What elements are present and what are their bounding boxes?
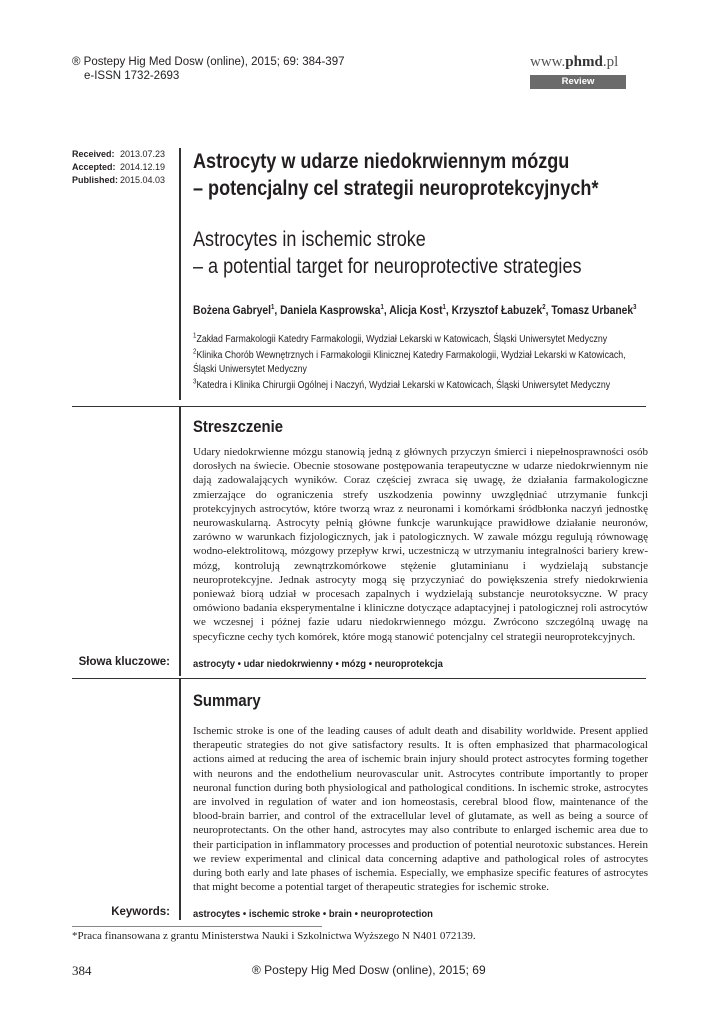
keywords-en: astrocytes • ischemic stroke • brain • neuroprotection <box>193 908 433 920</box>
abstract-text-en: Ischemic stroke is one of the leading causes of adult death and disability worldwide. Present applied therapeutic strategies do not give satisfactory results. It is often emphasized that pharmacological actions aimed at reducing the area of ischemic brain injury should protect astrocytes forming together with neurons and the endothelium neurovascular unit. Astrocytes contribute importantly to proper neuronal function during both physiological and pathological conditions. In ischemic stroke, astrocytes are involved in regulation of water and ion homeostasis, cerebral blood flow, maintenance of the blood-brain barrier, and control of the extracellular level of glutamate, as well as being a source of neuroprotectants. On the other hand, astrocytes may also contribute to enlarged ischemic area due to their participation in inflammatory processes and production of potential neurotoxic substances. Herein we review experimental and clinical data concerning adaptive and pathological roles of astrocytes during both early and late phases of ischemia. Especially, we emphasize specific features of astrocytes that might become a potential target of therapeutic strategies for ischemic stroke. <box>193 725 648 894</box>
title-divider <box>179 148 181 400</box>
footer-citation: ® Postepy Hig Med Dosw (online), 2015; 69 <box>252 963 486 977</box>
article-type-badge: Review <box>530 75 626 89</box>
funding-footnote: *Praca finansowana z grantu Ministerstwa Nauki i Szkolnictwa Wyższego N N401 072139. <box>72 930 476 942</box>
footnote-rule <box>72 926 322 927</box>
keywords-pl: astrocyty • udar niedokrwienny • mózg • neuroprotekcja <box>193 658 443 670</box>
date-accepted: Accepted: 2014.12.19 <box>72 162 166 172</box>
author-list: Bożena Gabryel$^1$, Daniela Kasprowska$^1$, Alicja Kost$^1$, Krzysztof Łabuzek$^2$, Tomasz Urbanek$^3$ <box>193 303 637 317</box>
journal-citation: ® Postepy Hig Med Dosw (online), 2015; 69: 384-397 <box>72 56 345 68</box>
title-polish: Astrocyty w udarze niedokrwiennym mózgu – potencjalny cel strategii neuroprotekcyjnych* <box>193 150 599 200</box>
author: Krzysztof Łabuzek <box>451 303 543 317</box>
issn: e-ISSN 1732-2693 <box>84 70 180 82</box>
author: Tomasz Urbanek <box>551 303 634 317</box>
abstract-heading-en: Summary <box>193 692 261 710</box>
section-rule <box>179 406 181 676</box>
section-divider <box>72 406 646 407</box>
author: Daniela Kasprowska <box>280 303 381 317</box>
section-rule <box>179 678 181 920</box>
affiliation-1: $^1$Zakład Farmakologii Katedry Farmakologii, Wydział Lekarski w Katowicach, Śląski Uniwersytet Medyczny <box>193 332 608 345</box>
author: Alicja Kost <box>389 303 443 317</box>
affiliation-2: $^2$Klinika Chorób Wewnętrznych i Farmakologii Klinicznej Katedry Farmakologii, Wydział Lekarski w Katowicach, Śląski Uniwersytet Medyczny <box>193 348 626 375</box>
keywords-label-en: Keywords: <box>111 906 170 918</box>
journal-website[interactable]: www.phmd.pl <box>530 54 619 70</box>
section-divider <box>72 678 646 679</box>
page-number: 384 <box>72 963 92 978</box>
title-english: Astrocytes in ischemic stroke – a potential target for neuroprotective strategies <box>193 228 582 278</box>
affiliation-3: $^3$Katedra i Klinika Chirurgii Ogólnej i Naczyń, Wydział Lekarski w Katowicach, Śląski Uniwersytet Medyczny <box>193 378 611 391</box>
keywords-label-pl: Słowa kluczowe: <box>78 656 170 668</box>
abstract-text-pl: Udary niedokrwienne mózgu stanowią jedną z głównych przyczyn śmierci i niepełnosprawności osób dorosłych na świecie. Obecnie stosowane postępowania terapeutyczne w udarze niedokrwiennym nie dają zadowalających wyników. Coraz częściej zwraca się uwagę, że działania farmakologiczne zmierzające do ograniczenia strefy uszkodzenia powinny uwzględniać utrzymanie funkcji protekcyjnych astrocytów, które tworzą wraz z neuronami i komórkami śródbłonka naczyń jednostkę neurowaskularną. Astrocyty pełnią główne funkcje warunkujące prawidłowe działanie neuronów, zarówno w warunkach fizjologicznych, jak i patologicznych. W zawale mózgu regulują równowagę wodno-elektrolitową, mózgowy przepływ krwi, uczestniczą w utrzymaniu integralności bariery krew-mózg, kontrolują zewnątrzkomórkowe stężenie glutaminianu i wydzielają substancje neuroprotekcyjne. Jednak astrocyty mogą się przyczyniać do powiększenia strefy niedokrwienia ponieważ biorą udział w procesach zapalnych i wydzielają substancje neurotoksyczne. W pracy omówiono badania eksperymentalne i kliniczne dotyczące adaptacyjnej i patologicznej roli astrocytów we wczesnej i późnej fazie udaru niedokrwiennego mózgu. Zwrócono szczególną uwagę na specyficzne cechy tych komórek, które mogą stanowić potencjalny cel strategii neuroprotekcyjnych. <box>193 446 648 643</box>
abstract-heading-pl: Streszczenie <box>193 418 283 436</box>
date-published: Published: 2015.04.03 <box>72 175 166 185</box>
author: Bożena Gabryel <box>193 303 272 317</box>
date-received: Received: 2013.07.23 <box>72 149 166 159</box>
